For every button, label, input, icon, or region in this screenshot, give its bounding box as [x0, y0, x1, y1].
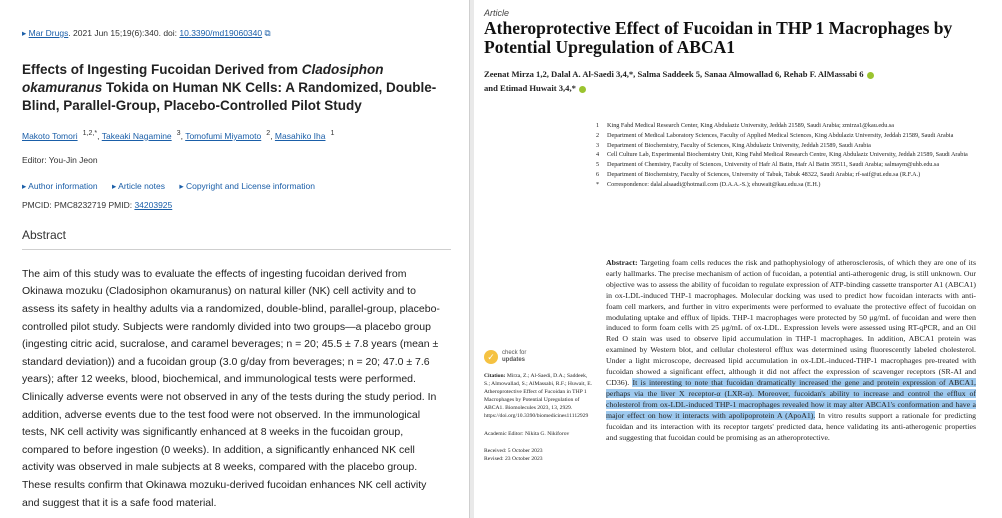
- left-article-panel: [0, 0, 470, 518]
- editor-line: Editor: You-Jin Jeon: [22, 154, 98, 165]
- check-for-updates-badge[interactable]: ✓ check for updates: [484, 350, 592, 364]
- right-article-panel: [474, 0, 1002, 518]
- author-sup: 1: [330, 129, 335, 137]
- external-link-icon[interactable]: ⧉: [262, 28, 271, 38]
- title-part-b: Tokida on Human NK Cells: A Randomized, Double-Blind, Parallel-Group, Placebo-Controlled Pilot Study: [22, 80, 437, 113]
- journal-link[interactable]: Mar Drugs: [28, 28, 69, 38]
- orcid-icon[interactable]: [579, 86, 586, 93]
- citation-text: . 2021 Jun 15;19(6):340. doi:: [68, 28, 180, 38]
- article-notes-link[interactable]: ▸ Article notes: [112, 180, 165, 191]
- doi-link[interactable]: 10.3390/md19060340: [179, 28, 263, 38]
- article-title: Atheroprotective Effect of Fucoidan in THP 1 Macrophages by Potential Upregulation of ABCA1: [484, 18, 953, 57]
- info-links: [22, 181, 451, 192]
- abstract-part-2: In vitro results support a rationale for predicting fucoidan and its interaction with its receptor targets' predicted data, hence validating its anti-atherogenic properties and suggesting that fucoidan could be promising as an atheroprotective.: [606, 410, 977, 442]
- author-link[interactable]: Takeaki Nagamine: [101, 130, 172, 141]
- affiliation-item: 3 Department of Biochemistry, Faculty of Sciences, King Abdulaziz University, Jeddah 21589, Saudi Arabia: [596, 141, 871, 149]
- abstract-part-1: Targeting foam cells reduces the risk and pathophysiology of atherosclerosis, of which they are one of its early hallmarks. The precise mechanism of action of fucoidan, a potential anti-atherogenic drug, is still unknown. Our objective was to assess the ability of fucoidan to regulate expression of ATP-binding cassette transporter A1 (ABCA1) in ox-LDL-induced THP-1 macrophages. Molecular docking was used to predict how fucoidan interacts with anti-foam cell markers, and further in vitro experiments were performed to evaluate the protective effect of fucoidan on modulating uptake and efflux of lipids. THP-1 macrophages were protected by 50 μg/mL of fucoidan and were then induced to form foam cells with 25 μg/mL of ox-LDL. Expression levels were assessed using RT-qPCR, and an Oil Red O stain was used to observe lipid accumulation in THP-1 macrophages. In addition, ABCA1 protein was examined by Western blot, and cellular cholesterol efflux was determined using fluorescently labeled cholesterol. Under a light microscope, decreased lipid accumulation in ox-LDL-induced-THP-1 macrophages pre-treated with fucoidan showed a significant effect, although it did not affect the expression of scavenger receptors (SR-AI and CD36).: [606, 258, 976, 387]
- academic-editor: Academic Editor: Nikita G. Nikiforov: [484, 430, 570, 437]
- author-link[interactable]: Makoto Tomori: [22, 130, 78, 141]
- article-title: [22, 61, 451, 115]
- highlighted-text: It is interesting to note that fucoidan dramatically increased the gene and protein expression of ABCA1, perhaps via the liver X receptor-α (LXR-α). Moreover, fucoidan's ability to increase and control the efflux of cholesterol from ox-LDL-induced THP-1 macrophages revealed how it may alter ABCA1's conformation and have a major effect on how it interacts with apolipoprotein A (ApoA1).: [606, 377, 977, 420]
- affiliation-item: 6 Department of Biochemistry, Faculty of Sciences, University of Tabuk, Tabuk 48322, Saudi Arabia; rf-saif@ut.edu.sa (R.F.A.): [596, 170, 921, 178]
- author-list: [484, 67, 988, 95]
- author-link[interactable]: Masahiko Iha: [274, 130, 326, 141]
- title-species: Cladosiphon okamuranus: [22, 62, 384, 95]
- abstract-heading: Abstract: [22, 228, 451, 250]
- check-updates-icon: ✓: [484, 350, 498, 364]
- author-list: Makoto Tomori $^{1,2,*}$, Takeaki Nagamine $^3$, Tomofumi Miyamoto $^2$, Masahiko Iha $^1$: [22, 129, 335, 141]
- authors-line-2: and Etimad Huwait 3,4,*: [484, 81, 988, 95]
- abstract-text: The aim of this study was to evaluate the effects of ingesting fucoidan derived from Okinawa mozuku (Cladosiphon okamuranus) on natural killer (NK) cell activity and to assess its safety in healthy adults via a randomized, double-blind, parallel-group, placebo-controlled pilot study. Subjects were randomly divided into two groups—a placebo group (ingesting citric acid, sucralose, and caramel beverages; n = 20; 45.5 ± 7.8 years (mean ± standard deviation)) and a fucoidan group (3.0 g/day from beverages; n = 20; 47.0 ± 7.6 years); after 12 weeks, blood, biochemical, and immunological tests were performed. Clinically adverse events were not observed in any of the tests during the study period. In addition, adverse events due to the test food were not observed. In the immunological tests, NK cell activity was significantly enhanced at 8 weeks in the fucoidan group, compared to before ingestion (0 weeks). In addition, a significantly enhanced NK cell activity was observed in male subjects at 8 weeks, compared with the placebo group. These results confirm that Okinawa mozuku-derived fucoidan enhances NK cell activity and suggest that it is a safe food material.: [22, 267, 440, 509]
- author-info-link[interactable]: ▸ Author information: [22, 180, 98, 191]
- abstract-text: [606, 258, 976, 443]
- revised-date: Revised: 23 October 2023: [484, 455, 543, 462]
- affiliations: [596, 122, 976, 191]
- copyright-link[interactable]: ▸ Copyright and License information: [179, 180, 315, 191]
- title-part-a: Effects of Ingesting Fucoidan Derived from: [22, 62, 302, 77]
- sidebar-info: [484, 350, 592, 463]
- author-link[interactable]: Tomofumi Miyamoto: [185, 130, 262, 141]
- affiliation-item: 2 Department of Medical Laboratory Sciences, Faculty of Applied Medical Sciences, King Abdulaziz University, Jeddah 21589, Saudi Arabia: [596, 131, 954, 139]
- pmid-link[interactable]: 34203925: [134, 199, 173, 210]
- received-date: Received: 5 October 2023: [484, 447, 543, 454]
- author-sup: 1,2,*: [82, 129, 98, 137]
- author-sup: 2: [266, 129, 271, 137]
- article-type-label: Article: [484, 8, 510, 18]
- expand-arrow-icon[interactable]: ▸: [22, 28, 29, 38]
- citation-block: Citation: Mirza, Z.; Al-Saedi, D.A.; Saddeek, S.; Almowallad, S.; AlMassabi, R.F.; Huwait, E. Atheroprotective Effect of Fucoidan in THP 1 Macrophages by Potential Upregulation of ABCA1. Biomolecules 2023, 13, 2929. https://doi.org/10.3390/biomedicines11112929: [484, 373, 593, 420]
- affiliation-item: 1 King Fahd Medical Research Center, King Abdulaziz University, Jeddah 21589, Saudi Arabia; zmirza1@kau.edu.sa: [596, 122, 895, 129]
- authors-line-1: Zeenat Mirza 1,2, Dalal A. Al-Saedi 3,4,*, Salma Saddeek 5, Sanaa Almowallad 6, Rehab F. AlMassabi 6: [484, 67, 988, 81]
- author-sup: 3: [176, 129, 181, 137]
- citation-line: [22, 28, 451, 39]
- pmc-ids: PMCID: PMC8232719 PMID: 34203925: [22, 199, 173, 210]
- affiliation-item: 4 Cell Culture Lab, Experimental Biochemistry Unit, King Fahd Medical Research Centre, King Abdulaziz University, Jeddah 21589, Saudi Arabia: [596, 151, 968, 159]
- correspondence-item: * Correspondence: dalal.alsaadi@hotmail.com (D.A.A.-S.); ehuwait@kau.edu.sa (E.H.): [596, 180, 821, 188]
- affiliation-item: 5 Department of Chemistry, Faculty of Sciences, University of Hafr Al Batin, Hafr Al Batin 39511, Saudi Arabia; salmaym@uhb.edu.sa: [596, 161, 940, 169]
- abstract-label: Abstract:: [606, 258, 638, 267]
- orcid-icon[interactable]: [867, 72, 874, 79]
